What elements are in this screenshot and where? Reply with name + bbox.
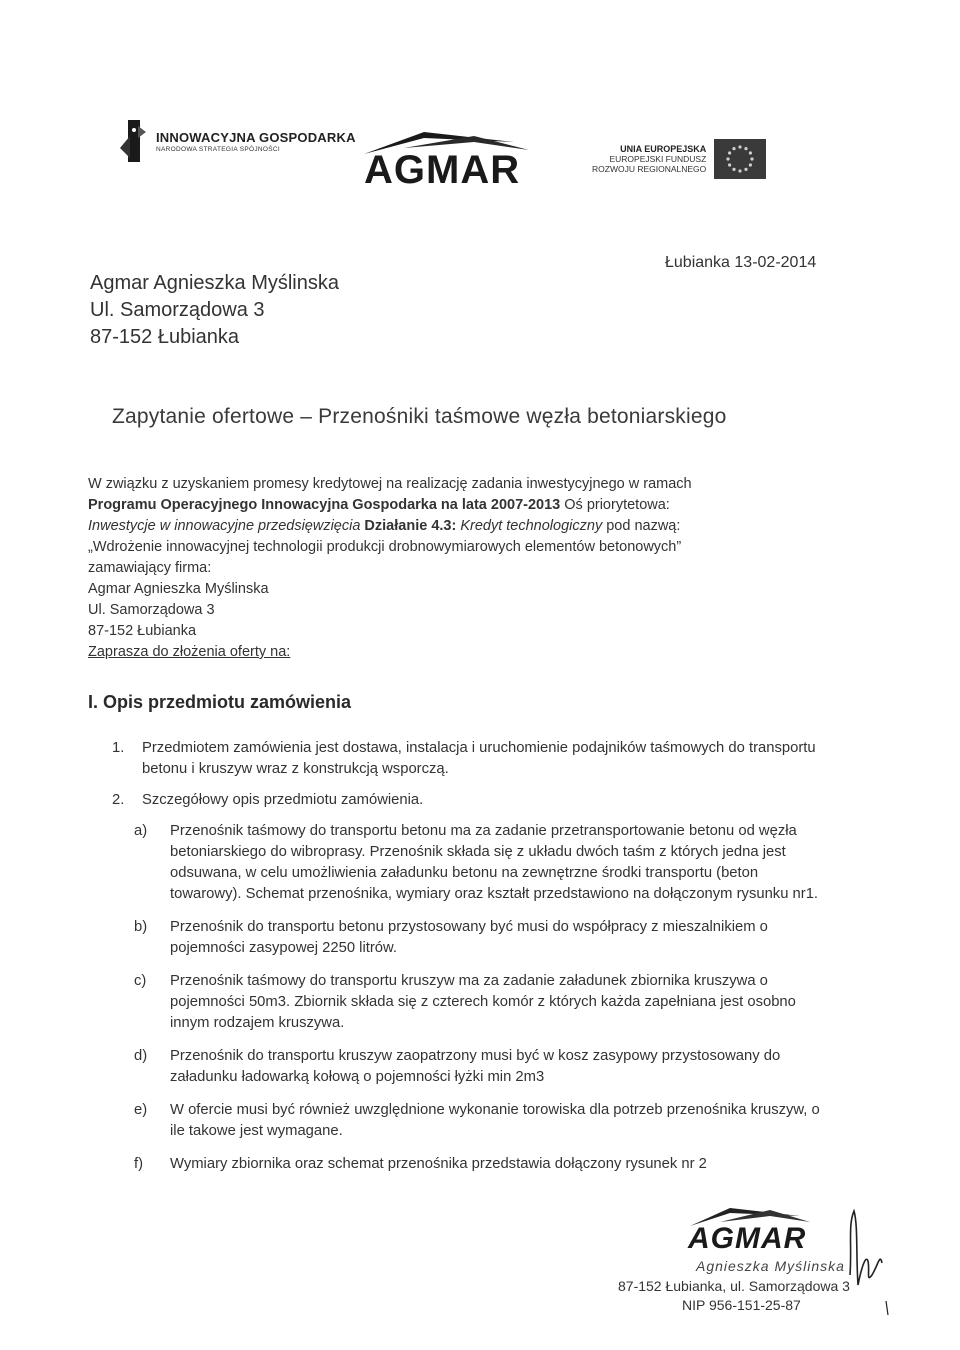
list-item bbox=[112, 738, 822, 780]
sub-item-text: Przenośnik do transportu betonu przystosowany być musi do współpracy z mieszalnikiem o pojemności zasypowej 2250 litrów. bbox=[170, 919, 768, 956]
innowacyjna-gospodarka-logo-icon bbox=[118, 118, 148, 164]
handwritten-signature bbox=[842, 1205, 902, 1320]
program-logo bbox=[118, 118, 356, 164]
stamp-address: 87-152 Łubianka, ul. Samorządowa 3 bbox=[618, 1278, 850, 1294]
name-label: pod nazwą: bbox=[602, 518, 681, 534]
project-name: „Wdrożenie innowacyjnej technologii produkcji drobnowymiarowych elementów betonowych” bbox=[88, 539, 682, 555]
place-date: Łubianka 13-02-2014 bbox=[665, 254, 817, 271]
sub-list-item bbox=[134, 1100, 822, 1142]
list-item-number: 2. bbox=[112, 792, 125, 808]
sub-item-text: Wymiary zbiornika oraz schemat przenośnika przedstawia dołączony rysunek nr 2 bbox=[170, 1156, 707, 1172]
list-item-text: Przedmiotem zamówienia jest dostawa, instalacja i uruchomienie podajników taśmowych do transportu betonu i kruszyw wraz z konstrukcją wsporczą. bbox=[142, 740, 816, 777]
measure-name: Kredyt technologiczny bbox=[456, 518, 603, 534]
list-item-text: Szczegółowy opis przedmiotu zamówienia. bbox=[142, 792, 424, 808]
sub-list-item bbox=[134, 971, 822, 1034]
stamp-company: AGMAR bbox=[688, 1222, 807, 1255]
sub-list-item bbox=[134, 1046, 822, 1088]
agmar-logo-icon bbox=[364, 128, 534, 190]
sub-list-item bbox=[134, 917, 822, 959]
company-logo-text: AGMAR bbox=[364, 148, 521, 192]
priority-axis-name: Inwestycje w innowacyjne przedsięwzięcia bbox=[88, 518, 361, 534]
sender-address bbox=[90, 270, 339, 351]
program-name: Programu Operacyjnego Innowacyjna Gospodarka na lata 2007-2013 bbox=[88, 497, 561, 513]
sub-item-text: Przenośnik taśmowy do transportu betonu ma za zadanie przetransportowanie betonu od węzła betoniarskiego do wibroprasy. Przenośnik składa się z układu dwóch taśm z których jedna jest odsuwana, w celu umożliwienia załadunku betonu na zewnętrzne środki transportu (beton towarowy). Schemat przenośnika, wymiary oraz kształt przedstawiono na dołączonym rysunku nr1. bbox=[170, 823, 819, 902]
ordering-party-street: Ul. Samorządowa 3 bbox=[88, 602, 215, 618]
priority-axis-label: Oś priorytetowa: bbox=[560, 497, 670, 513]
sub-item-letter: d) bbox=[134, 1048, 148, 1064]
measure-label: Działanie 4.3: bbox=[360, 518, 457, 534]
sub-item-letter: b) bbox=[134, 919, 148, 935]
section-title: I. Opis przedmiotu zamówienia bbox=[88, 692, 352, 712]
sender-street: Ul. Samorządowa 3 bbox=[90, 299, 265, 321]
intro-line bbox=[88, 516, 788, 537]
sub-item-letter: c) bbox=[134, 973, 147, 989]
program-logo-subtitle: NARODOWA STRATEGIA SPÓJNOŚCI bbox=[156, 145, 280, 153]
sub-item-letter: a) bbox=[134, 823, 148, 839]
document-title: Zapytanie ofertowe – Przenośniki taśmowe węzła betoniarskiego bbox=[112, 405, 727, 428]
sub-item-text: Przenośnik do transportu kruszyw zaopatrzony musi być w kosz zasypowy przystosowany do załadunku ładowarką kołową o pojemności łyżki min 2m3 bbox=[170, 1048, 781, 1085]
eu-flag-icon bbox=[714, 139, 766, 179]
ordering-party-city: 87-152 Łubianka bbox=[88, 623, 197, 639]
stamp-name: Agnieszka Myślinska bbox=[696, 1258, 845, 1274]
intro-paragraph bbox=[88, 474, 788, 663]
sub-list-item bbox=[134, 1154, 822, 1175]
sub-item-letter: f) bbox=[134, 1156, 144, 1172]
sender-city: 87-152 Łubianka bbox=[90, 326, 240, 348]
program-logo-title: INNOWACYJNA GOSPODARKA bbox=[156, 129, 356, 145]
order-description-list bbox=[112, 738, 822, 1187]
sender-name: Agmar Agnieszka Myślinska bbox=[90, 272, 339, 294]
sub-item-letter: e) bbox=[134, 1102, 148, 1118]
eu-logo bbox=[592, 139, 766, 179]
stamp-nip: NIP 956-151-25-87 bbox=[682, 1297, 801, 1313]
eu-logo-line2: EUROPEJSKI FUNDUSZ bbox=[609, 154, 707, 164]
list-item-number: 1. bbox=[112, 740, 125, 756]
list-item bbox=[112, 790, 822, 811]
eu-logo-line1: UNIA EUROPEJSKA bbox=[620, 144, 707, 154]
eu-logo-line3: ROZWOJU REGIONALNEGO bbox=[592, 164, 707, 174]
ordering-party-label: zamawiający firma: bbox=[88, 560, 212, 576]
intro-line bbox=[88, 495, 788, 516]
sub-item-text: W ofercie musi być również uwzględnione wykonanie torowiska dla potrzeb przenośnika kruszyw, o ile takowe jest wymagane. bbox=[170, 1102, 820, 1139]
ordering-party-name: Agmar Agnieszka Myślinska bbox=[88, 581, 269, 597]
intro-line: W związku z uzyskaniem promesy kredytowej na realizację zadania inwestycyjnego w ramach bbox=[88, 476, 692, 492]
sub-item-text: Przenośnik taśmowy do transportu kruszyw ma za zadanie załadunek zbiornika kruszywa o pojemności 50m3. Zbiornik składa się z czterech komór z których każda zapełniana jest osobno innym rodzajem kruszywa. bbox=[170, 973, 796, 1031]
invitation-line: Zaprasza do złożenia oferty na: bbox=[88, 644, 291, 660]
sub-list-item bbox=[134, 821, 822, 905]
